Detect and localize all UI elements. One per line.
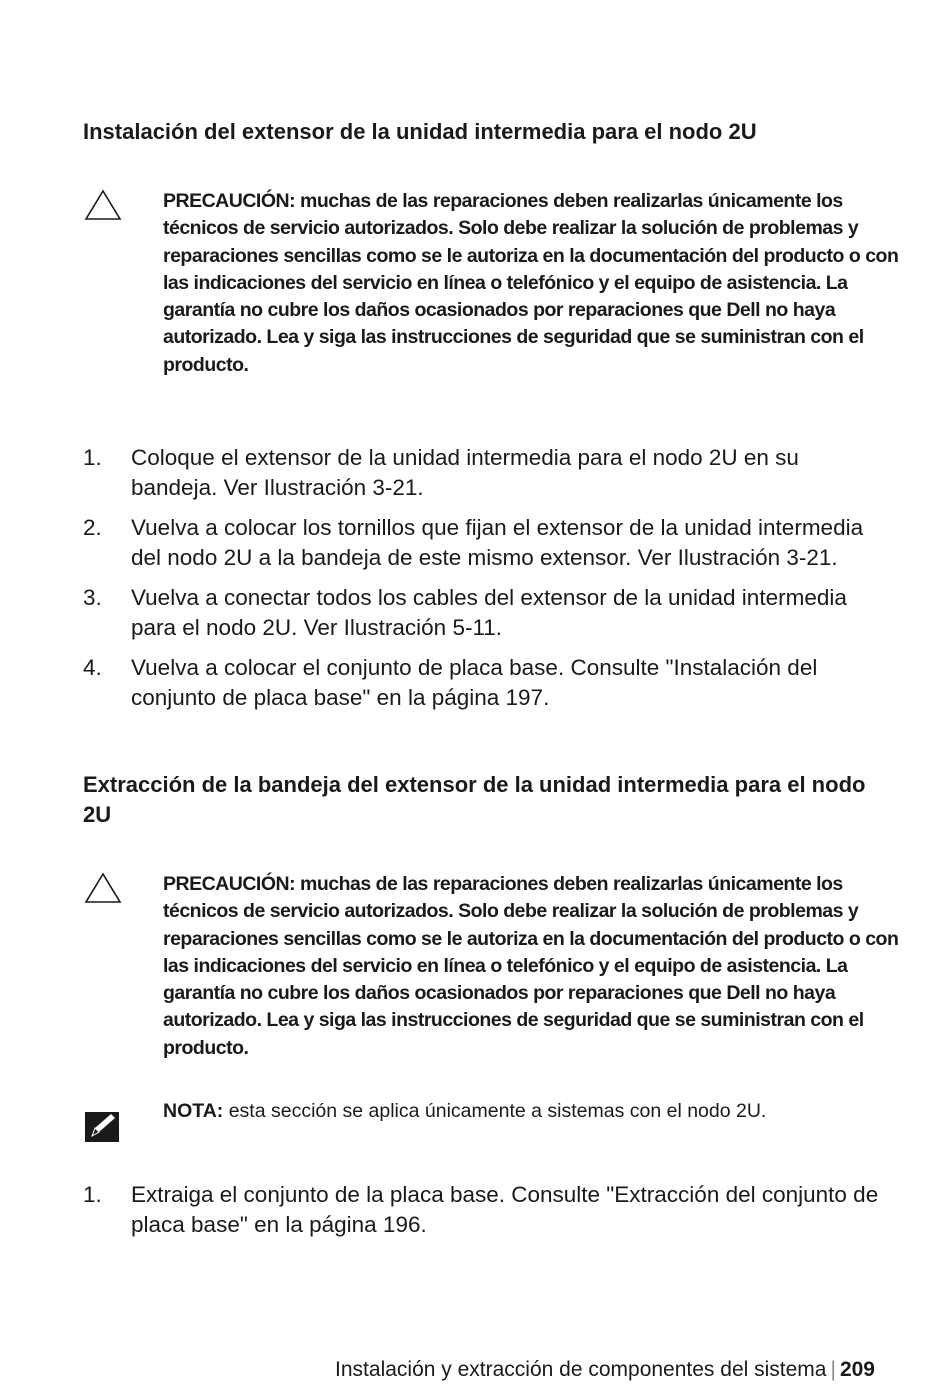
caution-triangle-icon — [83, 871, 123, 905]
caution-triangle-icon — [83, 188, 123, 222]
remove-steps-list — [83, 1180, 883, 1250]
page-footer — [335, 1355, 875, 1385]
step-text: Vuelva a colocar los tornillos que fijan el extensor de la unidad intermedia del nodo 2U a la bandeja de este mismo extensor. Ver Ilustración 3-21. — [131, 515, 864, 570]
footer-separator: | — [830, 1358, 836, 1381]
step-text: Vuelva a conectar todos los cables del extensor de la unidad intermedia para el nodo 2U. Ver Ilustración 5-11. — [131, 585, 847, 640]
step-number: 3. — [83, 585, 102, 610]
list-item — [83, 443, 883, 503]
step-text: Extraiga el conjunto de la placa base. Consulte "Extracción del conjunto de placa base" en la página 196. — [131, 1182, 879, 1237]
caution-text: PRECAUCIÓN: muchas de las reparaciones deben realizarlas únicamente los técnicos de servicio autorizados. Solo debe realizar la solución de problemas y reparaciones sencillas como se le autoriza en la documentación del producto o con las indicaciones del servicio en línea o telefónico y el equipo de asistencia. La garantía no cubre los daños ocasionados por reparaciones que Dell no haya autorizado. Lea y siga las instrucciones de seguridad que se suministran con el producto. — [163, 190, 899, 376]
step-number: 4. — [83, 655, 102, 680]
step-number: 1. — [83, 1182, 102, 1207]
list-item — [83, 583, 883, 643]
step-text: Vuelva a colocar el conjunto de placa base. Consulte "Instalación del conjunto de placa base" en la página 197. — [131, 655, 818, 710]
caution-text: PRECAUCIÓN: muchas de las reparaciones deben realizarlas únicamente los técnicos de servicio autorizados. Solo debe realizar la solución de problemas y reparaciones sencillas como se le autoriza en la documentación del producto o con las indicaciones del servicio en línea o telefónico y el equipo de asistencia. La garantía no cubre los daños ocasionados por reparaciones que Dell no haya autorizado. Lea y siga las instrucciones de seguridad que se suministran con el producto. — [163, 873, 899, 1059]
section-heading-remove: Extracción de la bandeja del extensor de la unidad intermedia para el nodo 2U — [83, 772, 866, 827]
step-number: 2. — [83, 515, 102, 540]
list-item — [83, 513, 883, 573]
list-item — [83, 1180, 883, 1240]
note-pencil-icon — [83, 1108, 121, 1144]
note-text — [163, 1098, 913, 1125]
note-label: NOTA: — [163, 1100, 224, 1122]
list-item — [83, 653, 883, 713]
step-text: Coloque el extensor de la unidad intermedia para el nodo 2U en su bandeja. Ver Ilustración 3-21. — [131, 445, 799, 500]
section-heading-install: Instalación del extensor de la unidad intermedia para el nodo 2U — [83, 119, 757, 144]
page-number: 209 — [839, 1358, 875, 1381]
footer-chapter: Instalación y extracción de componentes del sistema — [335, 1358, 827, 1381]
note-body: esta sección se aplica únicamente a sistemas con el nodo 2U. — [223, 1100, 767, 1122]
step-number: 1. — [83, 445, 102, 470]
install-steps-list — [83, 443, 883, 723]
